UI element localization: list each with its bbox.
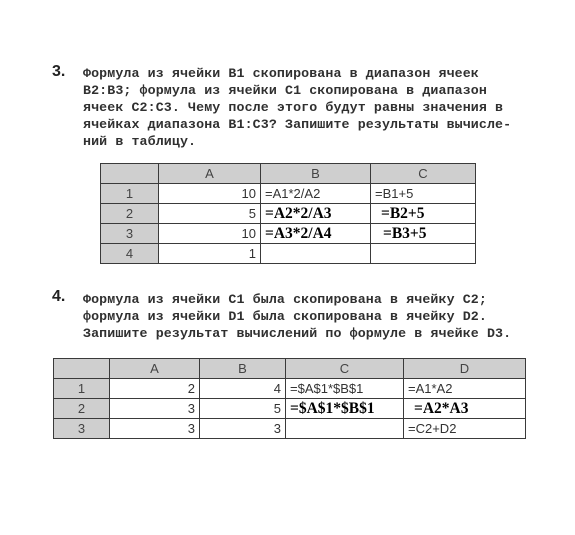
column-header-a: A (159, 164, 261, 184)
cell-b4 (261, 244, 371, 264)
task-3-line: ячейках диапазона B1:C3? Запишите результаты вычисле- (83, 117, 512, 132)
cell-a2: 5 (159, 204, 261, 224)
task-4-number: 4. (52, 288, 66, 305)
table-header-row (54, 359, 526, 379)
task-3-line: Формула из ячейки B1 скопирована в диапазон ячеек (83, 66, 479, 81)
cell-c4 (371, 244, 476, 264)
table-row (101, 244, 476, 264)
cell-b1: 4 (200, 379, 286, 399)
cell-d1: =A1*A2 (404, 379, 526, 399)
task-3-text (83, 65, 511, 150)
cell-c2-handwritten: =$A$1*$B$1 (286, 399, 404, 419)
table-row (54, 419, 526, 439)
row-header: 1 (54, 379, 110, 399)
row-header: 4 (101, 244, 159, 264)
row-header: 1 (101, 184, 159, 204)
row-header: 2 (54, 399, 110, 419)
cell-c1: =B1+5 (371, 184, 476, 204)
row-header: 3 (101, 224, 159, 244)
cell-c1: =$A$1*$B$1 (286, 379, 404, 399)
table-row (54, 399, 526, 419)
cell-d2-handwritten: =A2*A3 (404, 399, 526, 419)
row-header: 2 (101, 204, 159, 224)
cell-c3 (286, 419, 404, 439)
table-row (101, 224, 476, 244)
row-header: 3 (54, 419, 110, 439)
task-3-number: 3. (52, 63, 66, 80)
column-header-c: C (286, 359, 404, 379)
column-header-d: D (404, 359, 526, 379)
task-3-line: B2:B3; формула из ячейки C1 скопирована в диапазон (83, 83, 487, 98)
corner-cell (54, 359, 110, 379)
cell-b1: =A1*2/A2 (261, 184, 371, 204)
cell-a1: 2 (110, 379, 200, 399)
task-3-line: ячеек C2:C3. Чему после этого будут равны значения в (83, 100, 504, 115)
cell-a4: 1 (159, 244, 261, 264)
corner-cell (101, 164, 159, 184)
column-header-c: C (371, 164, 476, 184)
cell-b3-handwritten: =A3*2/A4 (261, 224, 371, 244)
task-4-line: Формула из ячейки C1 была скопирована в ячейку C2; (83, 292, 487, 307)
task-4-line: Запишите результат вычислений по формуле в ячейке D3. (83, 326, 512, 341)
cell-a2: 3 (110, 399, 200, 419)
column-header-b: B (261, 164, 371, 184)
table-row (101, 204, 476, 224)
cell-a1: 10 (159, 184, 261, 204)
table-row (101, 184, 476, 204)
task-4-line: формула из ячейки D1 была скопирована в ячейку D2. (83, 309, 487, 324)
cell-b3: 3 (200, 419, 286, 439)
task-4-table (53, 358, 526, 439)
cell-a3: 3 (110, 419, 200, 439)
cell-c3-handwritten: =B3+5 (371, 224, 476, 244)
cell-b2: 5 (200, 399, 286, 419)
task-3-table (100, 163, 476, 264)
table-header-row (101, 164, 476, 184)
cell-b2-handwritten: =A2*2/A3 (261, 204, 371, 224)
task-4-text (83, 291, 511, 342)
cell-d3: =C2+D2 (404, 419, 526, 439)
cell-a3: 10 (159, 224, 261, 244)
cell-c2-handwritten: =B2+5 (371, 204, 476, 224)
table-row (54, 379, 526, 399)
column-header-a: A (110, 359, 200, 379)
task-3-line: ний в таблицу. (83, 134, 197, 149)
column-header-b: B (200, 359, 286, 379)
